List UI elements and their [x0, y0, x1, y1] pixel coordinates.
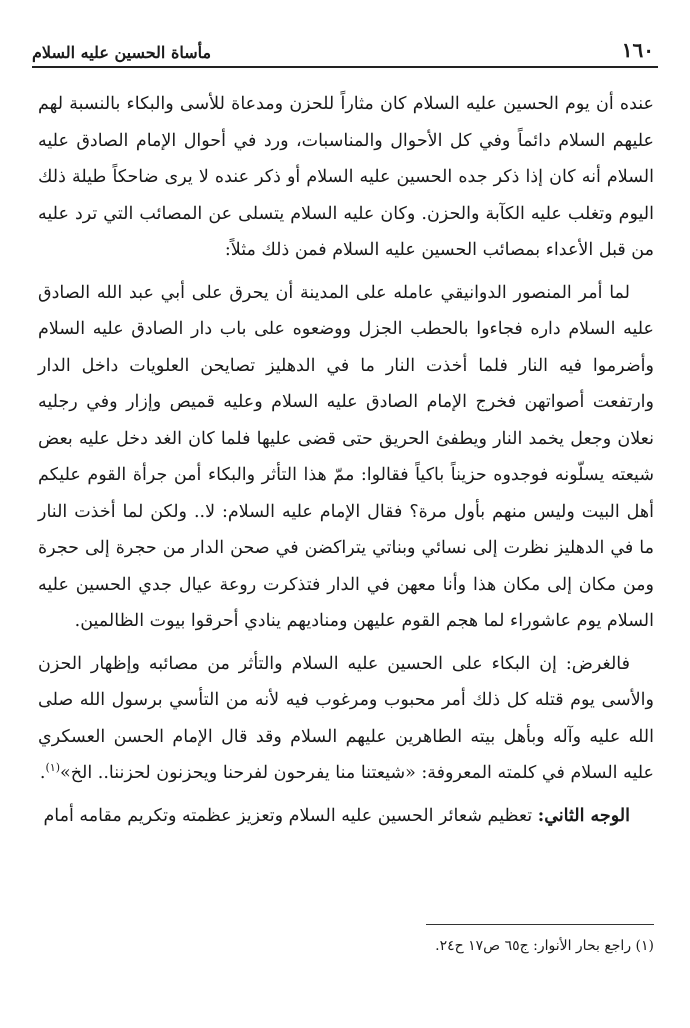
footnote: (١) راجع بحار الأنوار: ج٦٥ ص١٧ ح٢٤. — [435, 938, 654, 954]
page-number: ١٦٠ — [621, 38, 654, 62]
paragraph-4 — [38, 798, 654, 835]
paragraph-2: لما أمر المنصور الدوانيقي عامله على المدينة أن يحرق على أبي عبد الله الصادق عليه السلام داره فجاءوا بالحطب الجزل ووضعوه على باب دار الصادق عليه السلام وأضرموا فيه النار فلما أخذت النار ما في الدهليز تصايحن العلويات داخل الدار وارتفعت أصواتهن فخرج الإمام الصادق عليه السلام وعليه قميص وإزار وفي رجليه نعلان وجعل يخمد النار ويطفئ الحريق حتى قضى عليها فلما كان الغد دخل عليه بعض شيعته يسلّونه فوجدوه حزيناً باكياً فقالوا: ممّ هذا التأثر والبكاء أمن جرأة القوم عليكم أهل البيت وليس منهم بأول مرة؟ فقال الإمام عليه السلام: لا.. ولكن لما أخذت النار ما في الدهليز نظرت إلى نسائي وبناتي يتراكضن في صحن الدار من حجرة إلى حجرة ومن مكان إلى مكان هذا وأنا معهن في الدار فتذكرت روعة عيال جدي الحسين عليه السلام يوم عاشوراء لما هجم القوم عليهن ومناديهم ينادي أحرقوا بيوت الظالمين. — [38, 282, 654, 631]
paragraph-3-text: فالغرض: إن البكاء على الحسين عليه السلام والتأثر من مصائبه وإظهار الحزن والأسى يوم قتله كل ذلك أمر محبوب ومرغوب فيه لأنه من التأسي برسول الله صلى الله عليه وآله وبأهل بيته الطاهرين عليهم السلام وقد قال الإمام الحسن العسكري عليه السلام في كلمته المعروفة: «شيعتنا منا يفرحون لفرحنا ويحزنون لحزننا.. الخ» — [38, 653, 654, 783]
running-title: مأساة الحسين عليه السلام — [32, 43, 212, 62]
running-header — [32, 34, 658, 68]
paragraph-1: عنده أن يوم الحسين عليه السلام كان مثاراً للحزن ومدعاة للأسى والبكاء بالنسبة لهم عليهم السلام دائماً وفي كل الأحوال والمناسبات، ورد في أحوال الإمام الصادق عليه السلام أنه كان إذا ذكر جده الحسين عليه السلام أو ذكر عنده لا يرى ضاحكاً طيلة ذلك اليوم وتغلب عليه الكآبة والحزن. وكان عليه السلام يتسلى عن المصائب التي ترد عليه من قبل الأعداء بمصائب الحسين عليه السلام فمن ذلك مثلاً: — [38, 94, 654, 260]
paragraph-3: فالغرض: إن البكاء على الحسين عليه السلام والتأثر من مصائبه وإظهار الحزن والأسى يوم قتله كل ذلك أمر محبوب ومرغوب فيه لأنه من التأسي برسول الله صلى الله عليه وآله وبأهل بيته الطاهرين عليهم السلام وقد قال الإمام الحسن العسكري عليه السلام في كلمته المعروفة: «شيعتنا منا يفرحون لفرحنا ويحزنون لحزننا.. الخ»$^{(١)}$. — [38, 653, 654, 783]
point-two-text: تعظيم شعائر الحسين عليه السلام وتعزيز عظمته وتكريم مقامه أمام — [43, 805, 533, 826]
footnote-reference[interactable]: (١) — [45, 761, 60, 775]
point-two-lead: الوجه الثاني: — [537, 805, 630, 826]
body-text — [38, 86, 654, 840]
footnote-divider — [426, 924, 654, 925]
